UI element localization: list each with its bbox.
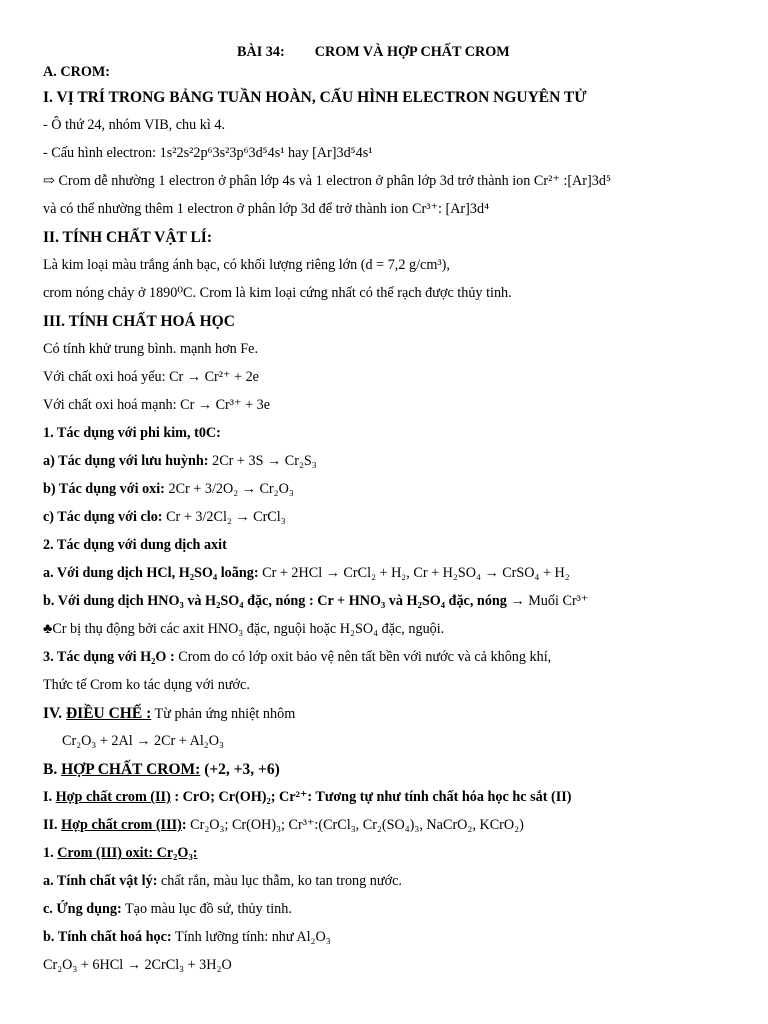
lesson-title (237, 44, 510, 60)
section-1-heading: I. VỊ TRÍ TRONG BẢNG TUẦN HOÀN, CẤU HÌNH ELECTRON NGUYÊN TỬ (43, 89, 587, 106)
oxide-hcl-equation: Cr₂O₃ + 6HCl → 2CrCl₃ + 3H₂O (43, 957, 232, 973)
thermite-equation: Cr₂O₃ + 2Al → 2Cr + Al₂O₃ (62, 733, 224, 749)
water-note: Thức tế Crom ko tác dụng với nước. (43, 677, 250, 693)
electron-config: 1s²2s²2p⁶3s²3p⁶3d⁵4s¹ hay [Ar]3d⁵4s¹ (159, 145, 373, 161)
physical-line-2: crom nóng chảy ở 1890⁰C. Crom là kim loại cứng nhất có thể rạch được thủy tinh. (43, 285, 512, 301)
acid-heading: 2. Tác dụng với dung dịch axit (43, 537, 227, 553)
position-line: - Ô thứ 24, nhóm VIB, chu kì 4. (43, 117, 226, 133)
section-4-heading: IV. ĐIỀU CHẾ : Từ phản ứng nhiệt nhôm (43, 705, 296, 722)
oxide-chemical: b. Tính chất hoá học: Tính lưỡng tính: như Al₂O₃ (43, 929, 331, 945)
chromium-iii-line: II. Hợp chất crom (III): Cr₂O₃; Cr(OH)₃; Cr³⁺:(CrCl₃, Cr₂(SO₄)₃, NaCrO₂, KCrO₂) (43, 817, 524, 833)
arrow-icon: ⇨ (43, 173, 55, 189)
chlorine-reaction: c) Tác dụng với clo: Cr + 3/2Cl₂ → CrCl₃ (43, 509, 286, 525)
lesson-name: CROM VÀ HỢP CHẤT CROM (314, 44, 510, 60)
physical-line-1: Là kim loại màu trắng ánh bạc, có khối lượng riêng lớn (d = 7,2 g/cm³), (43, 257, 450, 273)
section-b-heading: B. HỢP CHẤT CROM: (+2, +3, +6) (43, 761, 280, 778)
chromium-iii-oxide-heading: 1. Crom (III) oxit: Cr₂O₃: (43, 845, 198, 861)
dilute-acid-reaction: a. Với dung dịch HCl, H₂SO₄ loãng: Cr + 2HCl → CrCl₂ + H₂, Cr + H₂SO₄ → CrSO₄ + H₂ (43, 565, 570, 581)
section-2-heading: II. TÍNH CHẤT VẬT LÍ: (43, 229, 212, 246)
water-reaction: 3. Tác dụng với H₂O : Crom do có lớp oxit bảo vệ nên tất bền với nước và cả không khí, (43, 649, 552, 665)
electron-config-line: - Cấu hình electron: 1s²2s²2p⁶3s²3p⁶3d⁵4s¹ hay [Ar]3d⁵4s¹ (43, 145, 373, 161)
lesson-number: BÀI 34: (237, 44, 285, 60)
section-a-heading: A. CROM: (43, 64, 110, 80)
chem-line-1: Có tính khử trung bình. mạnh hơn Fe. (43, 341, 258, 357)
club-icon: ♣ (43, 621, 53, 637)
passivation-note: ♣Cr bị thụ động bởi các axit HNO₃ đặc, nguội hoặc H₂SO₄ đặc, nguội. (43, 621, 445, 637)
nonmetal-heading: 1. Tác dụng với phi kim, t0C: (43, 425, 221, 441)
ion-line-2: và có thể nhường thêm 1 electron ở phân lớp 3d để trở thành ion Cr³⁺: [Ar]3d⁴ (43, 201, 490, 217)
chem-line-3: Với chất oxi hoá mạnh: Cr → Cr³⁺ + 3e (43, 397, 271, 413)
oxide-application: c. Ứng dụng: Tạo màu lục đồ sứ, thủy tinh. (43, 901, 292, 917)
oxide-physical: a. Tính chất vật lý: chất rắn, màu lục thẫm, ko tan trong nước. (43, 873, 402, 889)
chem-line-2: Với chất oxi hoá yếu: Cr → Cr²⁺ + 2e (43, 369, 259, 385)
chromium-ii-line: I. Hợp chất crom (II) : CrO; Cr(OH)₂; Cr²⁺: Tương tự như tính chất hóa học hc sắt (II) (43, 789, 572, 805)
oxygen-reaction: b) Tác dụng với oxi: 2Cr + 3/2O₂ → Cr₂O₃ (43, 481, 294, 497)
section-3-heading: III. TÍNH CHẤT HOÁ HỌC (43, 313, 235, 330)
conc-acid-reaction: b. Với dung dịch HNO₃ và H₂SO₄ đặc, nóng : Cr + HNO₃ và H₂SO₄ đặc, nóng → Muối Cr³⁺ (43, 593, 589, 609)
ion-line-1: ⇨ Crom dễ nhường 1 electron ở phân lớp 4s và 1 electron ở phân lớp 3d trở thành ion Cr²⁺ :[Ar]3d⁵ (43, 173, 611, 189)
sulfur-reaction: a) Tác dụng với lưu huỳnh: 2Cr + 3S → Cr₂S₃ (43, 453, 317, 469)
